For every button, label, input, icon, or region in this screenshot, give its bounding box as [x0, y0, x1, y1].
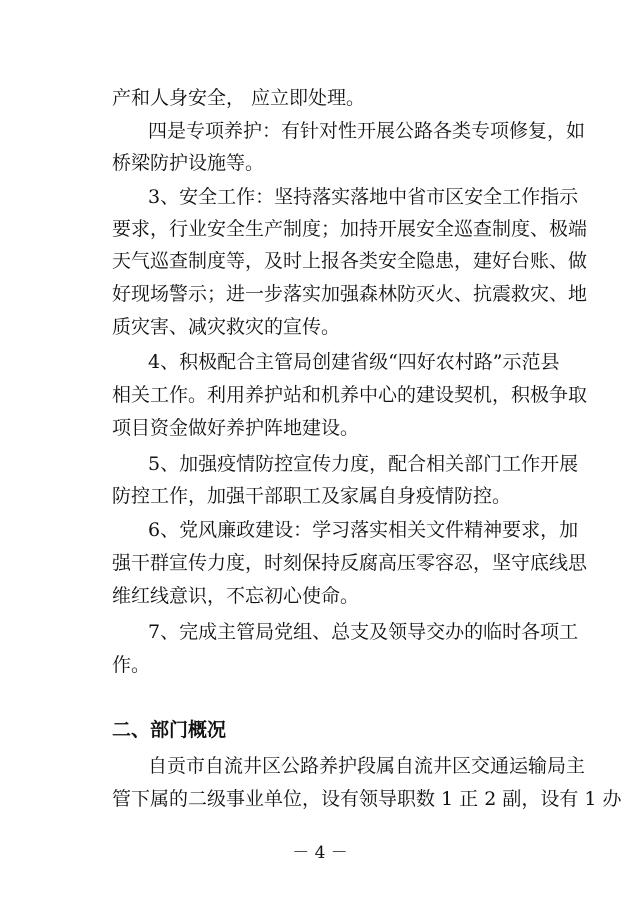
- text-line-7: 好现场警示；进一步落实加强森林防灭火、抗震救灾、地: [112, 283, 588, 305]
- text-line-11: 项目资金做好养护阵地建设。: [112, 417, 360, 439]
- text-line-17: 7、完成主管局党组、总支及领导交办的临时各项工: [148, 621, 579, 643]
- text-line-13: 防控工作，加强干部职工及家属自身疫情防控。: [112, 485, 512, 507]
- section-text-line-1: 自贡市自流井区公路养护段属自流井区交通运输局主: [148, 755, 586, 777]
- text-line-15: 强干群宣传力度，时刻保持反腐高压零容忍，坚守底线思: [112, 552, 588, 574]
- section-heading: 二、部门概况: [112, 719, 227, 741]
- text-line-6: 天气巡查制度等，及时上报各类安全隐患，建好台账、做: [112, 250, 588, 272]
- text-line-10: 相关工作。利用养护站和机养中心的建设契机，积极争取: [112, 384, 588, 406]
- text-line-12: 5、加强疫情防控宣传力度，配合相关部门工作开展: [148, 453, 579, 475]
- text-line-5: 要求，行业安全生产制度；加持开展安全巡查制度、极端: [112, 218, 588, 240]
- text-line-4: 3、安全工作：坚持落实落地中省市区安全工作指示: [148, 186, 579, 208]
- text-line-3: 桥梁防护设施等。: [112, 152, 265, 174]
- text-line-18: 作。: [112, 654, 151, 676]
- text-line-1: 产和人身安全， 应立即处理。: [112, 87, 366, 109]
- text-line-9: 4、积极配合主管局创建省级“四好农村路”示范县: [148, 351, 560, 373]
- text-line-16: 维红线意识，不忘初心使命。: [112, 585, 360, 607]
- text-line-8: 质灾害、减灾救灾的宣传。: [112, 316, 341, 338]
- text-line-2: 四是专项养护：有针对性开展公路各类专项修复，如: [148, 120, 586, 142]
- text-line-14: 6、党风廉政建设：学习落实相关文件精神要求，加: [148, 519, 579, 541]
- section-text-line-2: 管下属的二级事业单位，设有领导职数 1 正 2 副，设有 1 办: [112, 788, 622, 810]
- page-number: － 4 －: [292, 843, 348, 863]
